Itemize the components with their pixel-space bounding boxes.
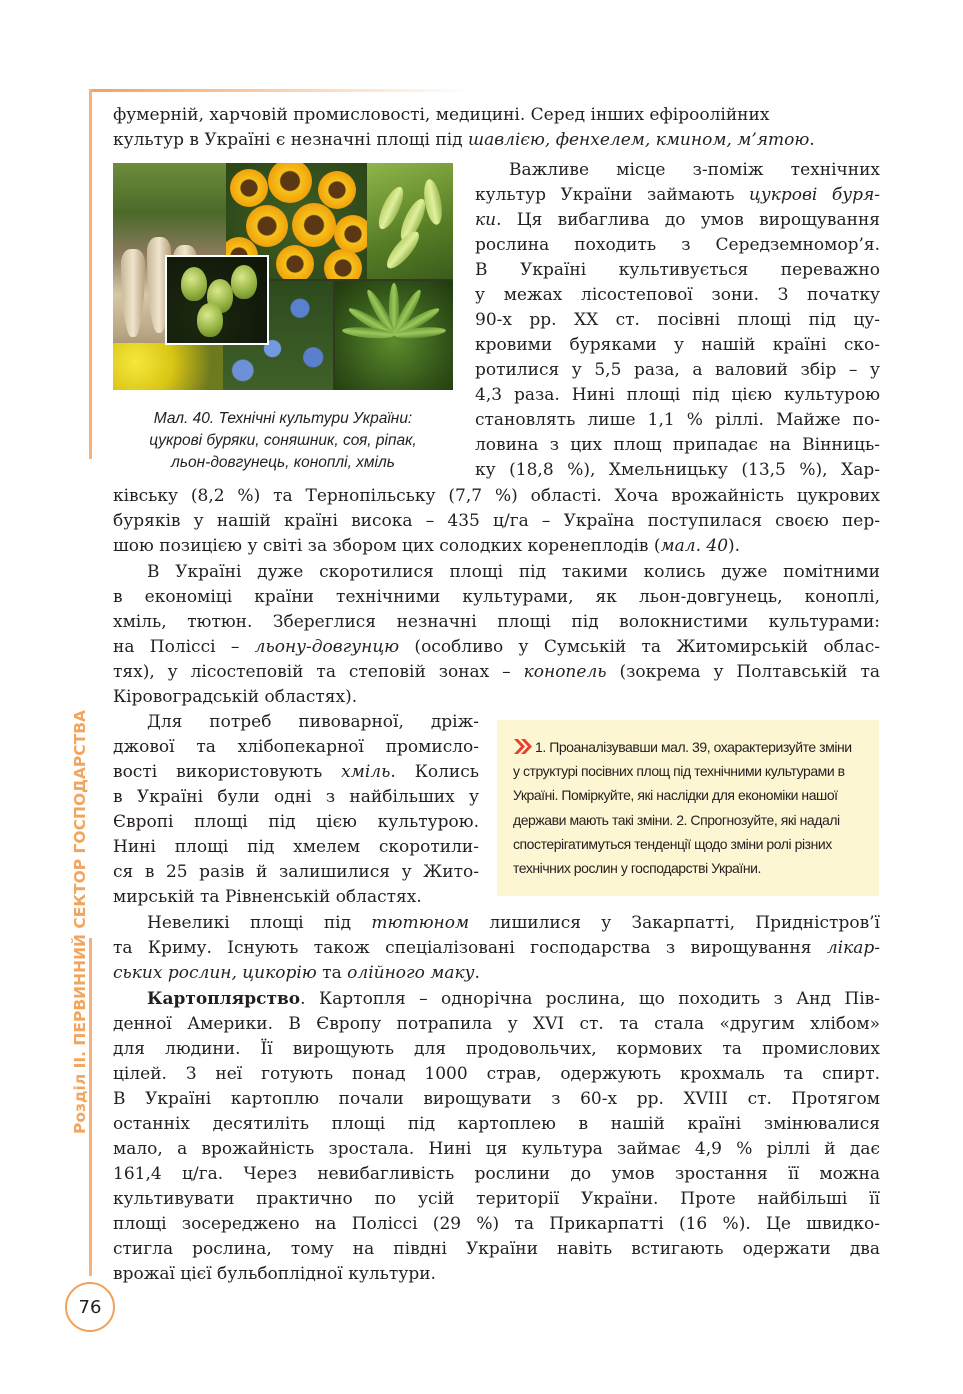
paragraph-line: в економіці країни технічними культурами, як льон-довгунець, коноплі, — [113, 587, 880, 607]
double-chevron-right-icon — [513, 738, 533, 755]
page-number: 76 — [65, 1282, 115, 1332]
paragraph-line: В Україні культивується переважно — [475, 260, 880, 280]
paragraph-line: Кіровоградській областях). — [113, 687, 358, 707]
paragraph-line: врожаї цієї бульбоплідної культури. — [113, 1264, 436, 1284]
paragraph-line: та Криму. Існують також спеціалізовані господарства з вирощування лікар- — [113, 938, 880, 958]
paragraph-line: Важливе місце з-поміж технічних — [509, 160, 880, 180]
paragraph-line: у межах лісостепової зони. З початку — [475, 285, 880, 305]
paragraph-line: Картоплярство. Картопля – однорічна рослина, що походить з Анд Пів- — [147, 989, 880, 1009]
paragraph-line: мирській та Рівненській областях. — [113, 887, 422, 907]
paragraph-line: Нині площі під хмелем скоротили- — [113, 837, 479, 857]
soybean-photo — [367, 163, 453, 279]
paragraph-line: становлять лише 1,1 % ріллі. Майже по- — [475, 410, 880, 430]
hop-photo — [165, 255, 269, 345]
paragraph-line: рослина походить з Середземномор’я. — [475, 235, 880, 255]
paragraph-line: ся в 25 разів й залишилися у Жито- — [113, 862, 479, 882]
paragraph-line: 161,4 ц/га. Через невибагливість рослини до умов зростання її можна — [113, 1164, 880, 1184]
header-rule — [90, 89, 470, 92]
paragraph-line: ку (18,8 %), Хмельницьку (13,5 %), Хар- — [475, 460, 880, 480]
technical-crops-photo-collage — [113, 163, 453, 390]
paragraph-line: культур в Україні є незначні площі під шавлією, фенхелем, кмином, м’ятою. — [113, 130, 815, 150]
question-line: Україні. Поміркуйте, які наслідки для економіки нашої — [513, 787, 838, 804]
paragraph-line: ських рослин, цикорію та олійного маку. — [113, 963, 480, 983]
paragraph-line: фумерній, харчовій промисловості, медицині. Серед інших ефіроолійних — [113, 105, 770, 125]
paragraph-line: культивувати практично по усій території України. Проте найбільші її — [113, 1189, 880, 1209]
paragraph-line: стигла рослина, тому на півдні України навіть встигають одержати два — [113, 1239, 880, 1259]
figure-caption: Мал. 40. Технічні культури України: цукрові буряки, соняшник, соя, ріпак, льон-довгунець, коноплі, хміль — [149, 410, 417, 471]
paragraph-line: тях), у лісостеповій та степовій зонах – конопель (зокрема у Полтавській та — [113, 662, 880, 682]
question-line: спостерігатимуться тенденції щодо зміни ролі різних — [513, 835, 832, 852]
question-line: у структурі посівних площ під технічними культурами в — [513, 763, 845, 780]
paragraph-line: культур України займають цукрові буря- — [475, 185, 880, 205]
paragraph-line: Невеликі площі під тютюном лишилися у Закарпатті, Придністров’ї — [147, 913, 880, 933]
paragraph-line: в Україні були одні з найбільших у — [113, 787, 479, 807]
paragraph-line: Для потреб пивоварної, дріж- — [147, 712, 479, 732]
paragraph-line: для людини. Її вирощують для продовольчих, кормових та промислових — [113, 1039, 880, 1059]
paragraph-line: цілей. З неї готують понад 1000 страв, одержують крохмаль та спирт. — [113, 1064, 880, 1084]
questions-box — [497, 720, 879, 896]
question-line: 1. Проаналізувавши мал. 39, охарактеризуйте зміни — [513, 735, 867, 759]
paragraph-line: В Україні дуже скоротилися площі під такими колись дуже помітними — [147, 562, 880, 582]
paragraph-line: мало, а врожайність зростала. Нині ця культура займає 4,9 % ріллі й дає — [113, 1139, 880, 1159]
paragraph-line: 4,3 раза. Нині площі під цією культурою — [475, 385, 880, 405]
paragraph-line: ловина з цих площ припадає на Вінниць- — [475, 435, 880, 455]
paragraph-line: хміль, тютюн. Збереглися незначні площі під волокнистими культурами: — [113, 612, 880, 632]
paragraph-line: на Поліссі – льону-довгунцю (особливо у Сумській та Житомирській облас- — [113, 637, 881, 657]
question-line: держави мають такі зміни. 2. Спрогнозуйте, які надалі — [513, 811, 840, 828]
section-label: Розділ II. ПЕРВИННИЙ СЕКТОР ГОСПОДАРСТВА — [71, 709, 89, 1134]
paragraph-line: площі зосереджено на Поліссі (29 %) та Прикарпатті (16 %). Це швидко- — [113, 1214, 880, 1234]
paragraph-line: шою позицією у світі за збором цих солодких коренеплодів (мал. 40). — [113, 536, 741, 556]
paragraph-line: 90-х рр. XX ст. посівні площі під цу- — [475, 310, 880, 330]
hemp-photo — [335, 281, 453, 390]
paragraph-line: останніх десятиліть площі під картоплею в нашій країні змінювалися — [113, 1114, 880, 1134]
paragraph-line: кровими буряками у нашій країні ско- — [475, 335, 880, 355]
term-heading: Картоплярство — [147, 989, 301, 1009]
paragraph-line: ротилися у 5,5 раза, а валовий збір – у — [475, 360, 880, 380]
paragraph-line: денної Америки. В Європу потрапила у XVI ст. та стала «другим хлібом» — [113, 1014, 880, 1034]
paragraph-line: ківську (8,2 %) та Тернопільську (7,7 %) області. Хоча врожайність цукрових — [113, 486, 880, 506]
paragraph-line: Європі площі під цією культурою. — [113, 812, 479, 832]
rapeseed-photo — [113, 343, 226, 390]
paragraph-line: джової та хлібопекарної промисло- — [113, 737, 479, 757]
paragraph-line: вості використовують хміль. Колись — [113, 762, 479, 782]
paragraph-line: В Україні картоплю почали вирощувати з 60-х рр. XVIII ст. Протягом — [113, 1089, 880, 1109]
question-line: технічних рослин у господарстві України. — [513, 860, 761, 877]
margin-rule-top — [89, 89, 92, 459]
paragraph-line: буряків у нашій країні висока – 435 ц/га – Україна поступилася своєю пер- — [113, 511, 880, 531]
paragraph-line: ки. Ця вибаглива до умов вирощування — [475, 210, 880, 230]
